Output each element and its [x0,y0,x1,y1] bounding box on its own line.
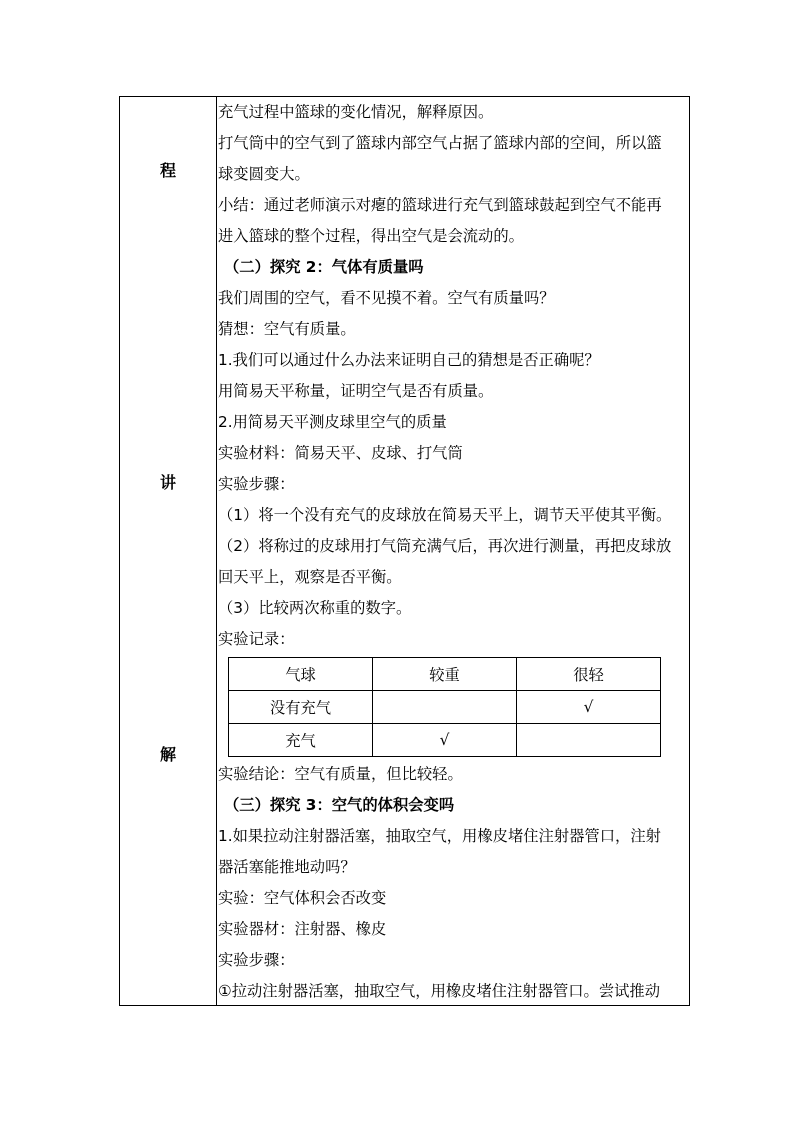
text-line: 球变圆变大。 [218,165,310,183]
column-divider [216,97,217,1005]
text-line: 实验记录： [218,630,295,648]
lesson-table [119,96,690,1006]
side-label-cheng: 程 [159,161,176,180]
table-header-row [229,658,661,691]
table-cell: 充气 [229,724,373,757]
section-heading: （二）探究 2：气体有质量吗 [224,258,424,276]
text-line: 1.我们可以通过什么办法来证明自己的猜想是否正确呢？ [218,351,600,369]
text-line: 打气筒中的空气到了篮球内部空气占据了篮球内部的空间，所以篮 [218,134,662,152]
side-label-jiang: 讲 [159,473,176,492]
text-line: ①拉动注射器活塞，抽取空气，用橡皮堵住注射器管口。尝试推动 [218,982,661,1000]
text-line: 2.用简易天平测皮球里空气的质量 [218,413,447,431]
section-heading: （三）探究 3：空气的体积会变吗 [224,796,455,814]
table-cell [373,691,517,724]
text-line: 实验步骤： [218,475,295,493]
side-label-jie: 解 [159,745,176,764]
text-line: 实验材料：简易天平、皮球、打气筒 [218,444,463,462]
table-row [229,691,661,724]
text-line: 我们周围的空气，看不见摸不着。空气有质量吗？ [218,289,555,307]
text-line: 实验：空气体积会否改变 [218,889,387,907]
text-line: 实验结论：空气有质量，但比较轻。 [218,765,463,783]
text-line: 小结：通过老师演示对瘪的篮球进行充气到篮球鼓起到空气不能再 [218,196,662,214]
text-line: 用简易天平称量，证明空气是否有质量。 [218,382,494,400]
text-line: 1.如果拉动注射器活塞，抽取空气，用橡皮堵住注射器管口，注射 [218,827,661,845]
table-row [229,724,661,757]
text-line: 回天平上，观察是否平衡。 [218,568,402,586]
table-header-cell: 很轻 [517,658,661,691]
text-line: 实验步骤： [218,951,295,969]
text-line: （3）比较两次称重的数字。 [218,599,412,617]
table-cell: √ [517,691,661,724]
text-line: （1）将一个没有充气的皮球放在简易天平上，调节天平使其平衡。 [218,506,672,524]
text-line: （2）将称过的皮球用打气筒充满气后，再次进行测量，再把皮球放 [218,537,672,555]
text-line: 进入篮球的整个过程，得出空气是会流动的。 [218,227,524,245]
text-line: 实验器材：注射器、橡皮 [218,920,387,938]
table-cell: 没有充气 [229,691,373,724]
text-line: 猜想：空气有质量。 [218,320,356,338]
text-line: 器活塞能推地动吗？ [218,858,356,876]
table-header-cell: 较重 [373,658,517,691]
table-cell: √ [373,724,517,757]
record-table [228,657,661,757]
text-line: 充气过程中篮球的变化情况，解释原因。 [218,103,494,121]
table-cell [517,724,661,757]
content-cell [218,97,685,1007]
table-header-cell: 气球 [229,658,373,691]
